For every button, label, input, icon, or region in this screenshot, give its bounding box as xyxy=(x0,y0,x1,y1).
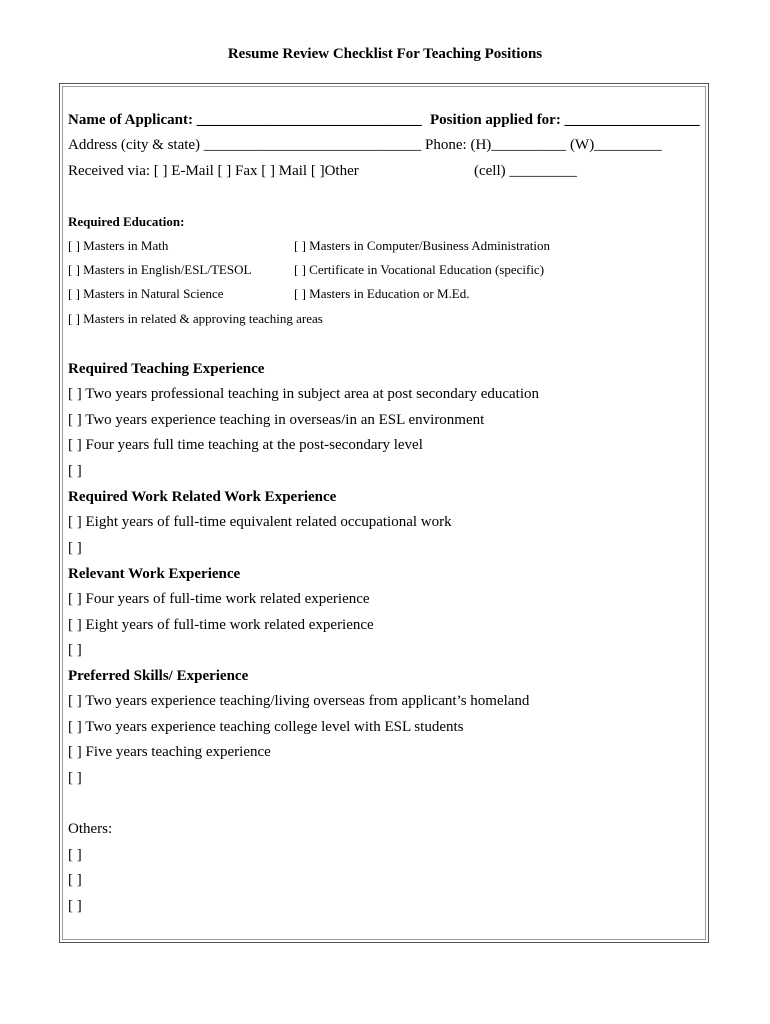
others-item[interactable]: [ ] xyxy=(68,847,82,863)
others-item[interactable]: [ ] xyxy=(68,898,82,914)
preferred-item[interactable]: [ ] Two years experience teaching/living overseas from applicant’s homeland xyxy=(68,693,530,709)
teaching-item-blank[interactable]: [ ] xyxy=(68,463,82,479)
education-item-science[interactable]: [ ] Masters in Natural Science xyxy=(68,286,224,301)
others-item[interactable]: [ ] xyxy=(68,872,82,888)
preferred-heading: Preferred Skills/ Experience xyxy=(68,668,249,684)
name-label: Name of Applicant: xyxy=(68,112,197,128)
relevant-heading: Relevant Work Experience xyxy=(68,566,241,582)
position-blank[interactable]: __________________ xyxy=(564,112,700,128)
teaching-item[interactable]: [ ] Four years full time teaching at the post-secondary level xyxy=(68,437,423,453)
name-of-applicant-field[interactable] xyxy=(68,112,422,129)
position-label: Position applied for: xyxy=(430,112,565,128)
cell-phone-line[interactable]: (cell) _________ xyxy=(474,163,577,179)
education-item-math[interactable]: [ ] Masters in Math xyxy=(68,238,169,253)
relevant-item[interactable]: [ ] Eight years of full-time work related experience xyxy=(68,617,374,633)
education-item-english[interactable]: [ ] Masters in English/ESL/TESOL xyxy=(68,262,252,277)
teaching-item[interactable]: [ ] Two years experience teaching in overseas/in an ESL environment xyxy=(68,412,485,428)
work-item-blank[interactable]: [ ] xyxy=(68,540,82,556)
page-title: Resume Review Checklist For Teaching Positions xyxy=(227,46,543,62)
name-blank[interactable]: ______________________________ xyxy=(196,112,422,128)
education-item-vocational[interactable]: [ ] Certificate in Vocational Education (specific) xyxy=(294,262,545,277)
teaching-heading: Required Teaching Experience xyxy=(68,361,265,377)
relevant-item-blank[interactable]: [ ] xyxy=(68,642,82,658)
education-heading: Required Education: xyxy=(68,214,185,229)
preferred-item[interactable]: [ ] Five years teaching experience xyxy=(68,744,271,760)
position-applied-field[interactable] xyxy=(430,112,700,129)
form-frame xyxy=(59,83,709,943)
address-phone-line[interactable]: Address (city & state) _____________________________ Phone: (H)__________ (W)_________ xyxy=(68,137,662,153)
preferred-item-blank[interactable]: [ ] xyxy=(68,770,82,786)
relevant-item[interactable]: [ ] Four years of full-time work related experience xyxy=(68,591,370,607)
received-via-line[interactable]: Received via: [ ] E-Mail [ ] Fax [ ] Mail [ ]Other xyxy=(68,163,359,179)
teaching-item[interactable]: [ ] Two years professional teaching in subject area at post secondary education xyxy=(68,386,540,402)
work-heading: Required Work Related Work Experience xyxy=(68,489,337,505)
education-item-related[interactable]: [ ] Masters in related & approving teaching areas xyxy=(68,311,323,326)
others-heading: Others: xyxy=(68,821,113,837)
education-item-computer[interactable]: [ ] Masters in Computer/Business Administration xyxy=(294,238,551,253)
preferred-item[interactable]: [ ] Two years experience teaching college level with ESL students xyxy=(68,719,464,735)
work-item[interactable]: [ ] Eight years of full-time equivalent related occupational work xyxy=(68,514,452,530)
education-item-med[interactable]: [ ] Masters in Education or M.Ed. xyxy=(294,286,470,301)
